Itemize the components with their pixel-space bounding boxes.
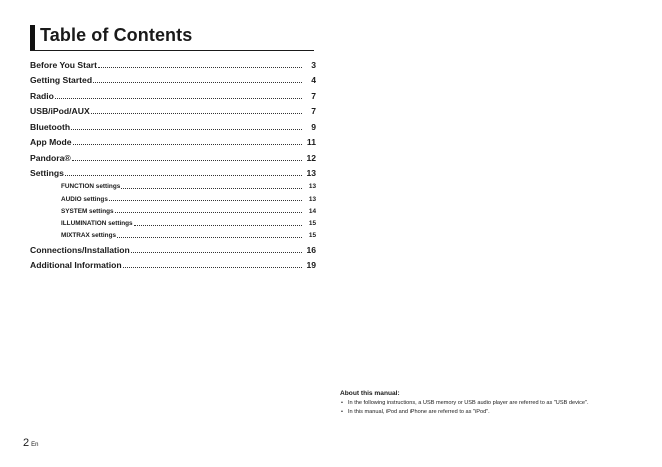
- toc-entry-label: AUDIO settings: [61, 195, 108, 203]
- toc-entry-label: Settings: [30, 168, 64, 178]
- about-item-text: In the following instructions, a USB memory or USB audio player are referred to as "USB device".: [348, 400, 589, 406]
- toc-entry-label: Connections/Installation: [30, 244, 130, 255]
- dot-leader: [55, 98, 302, 99]
- dot-leader: [73, 144, 302, 145]
- dot-leader: [98, 67, 302, 68]
- dot-leader: [72, 160, 302, 161]
- about-title: About this manual:: [340, 390, 400, 397]
- toc-entry-label: Radio: [30, 90, 54, 101]
- toc-entry-page: 12: [306, 152, 316, 163]
- dot-leader: [65, 175, 302, 176]
- about-section: [340, 390, 630, 418]
- toc-entry-label: App Mode: [30, 137, 72, 147]
- toc-entry[interactable]: [30, 147, 316, 163]
- toc-subentry[interactable]: [30, 178, 316, 190]
- toc-entry[interactable]: [30, 116, 316, 132]
- toc-entry-page: 15: [308, 220, 316, 228]
- toc-entry-page: 11: [306, 137, 316, 147]
- page-footer: [23, 433, 38, 451]
- page-title: Table of Contents: [40, 25, 193, 45]
- toc-entry-label: MIXTRAX settings: [61, 232, 117, 240]
- toc-entry-label: Pandora®: [30, 152, 71, 163]
- toc-entry[interactable]: [30, 132, 316, 148]
- toc-entry-label: Before You Start: [30, 59, 98, 70]
- dot-leader: [93, 82, 302, 83]
- dot-leader: [91, 113, 302, 114]
- toc-subentry[interactable]: [30, 227, 316, 239]
- toc-subentry[interactable]: [30, 215, 316, 227]
- title-bar: [30, 24, 314, 51]
- page-number: 2: [23, 437, 30, 449]
- dot-leader: [121, 188, 302, 189]
- toc-entry-label: ILLUMINATION settings: [61, 220, 133, 228]
- toc-entry-page: 13: [308, 183, 316, 191]
- toc-subentry[interactable]: [30, 190, 316, 202]
- toc-entry-page: 3: [311, 59, 316, 70]
- bullet-marker: •: [341, 400, 343, 406]
- toc-entry[interactable]: [30, 54, 316, 70]
- toc-entry-page: 13: [308, 195, 316, 203]
- about-item-text: In this manual, iPod and iPhone are referred to as "iPod".: [348, 408, 490, 415]
- toc-entry-page: 19: [306, 260, 316, 271]
- dot-leader: [117, 237, 302, 238]
- toc-entry[interactable]: [30, 85, 316, 101]
- toc-entry-label: USB/iPod/AUX: [30, 106, 90, 116]
- toc-entry-page: 14: [308, 207, 316, 215]
- toc-entry-page: 7: [311, 90, 316, 101]
- toc-entry-page: 13: [306, 168, 316, 178]
- toc-entry[interactable]: [30, 239, 316, 255]
- language-code: En: [31, 442, 39, 448]
- toc-entry[interactable]: [30, 101, 316, 117]
- dot-leader: [115, 212, 302, 213]
- toc-entry-label: FUNCTION settings: [61, 183, 121, 191]
- toc-entry-page: 9: [311, 121, 316, 132]
- about-item: [340, 400, 630, 407]
- toc-entry[interactable]: [30, 255, 316, 271]
- dot-leader: [131, 252, 302, 253]
- toc-entry-label: SYSTEM settings: [61, 207, 114, 215]
- about-list: [340, 400, 630, 416]
- table-of-contents: [30, 54, 316, 270]
- dot-leader: [71, 129, 302, 130]
- title-marker: [30, 25, 35, 50]
- toc-entry[interactable]: [30, 70, 316, 86]
- dot-leader: [134, 225, 302, 226]
- toc-entry-label: Additional Information: [30, 260, 122, 271]
- toc-subentry[interactable]: [30, 203, 316, 215]
- dot-leader: [109, 200, 302, 201]
- toc-entry-label: Bluetooth: [30, 121, 71, 132]
- dot-leader: [123, 267, 302, 268]
- toc-entry-label: Getting Started: [30, 75, 93, 85]
- toc-entry-page: 7: [311, 106, 316, 116]
- toc-entry-page: 15: [308, 232, 316, 240]
- about-item: [340, 409, 630, 416]
- toc-entry-page: 16: [306, 244, 316, 255]
- bullet-marker: •: [341, 408, 343, 415]
- toc-entry-page: 4: [311, 75, 316, 85]
- toc-entry[interactable]: [30, 163, 316, 179]
